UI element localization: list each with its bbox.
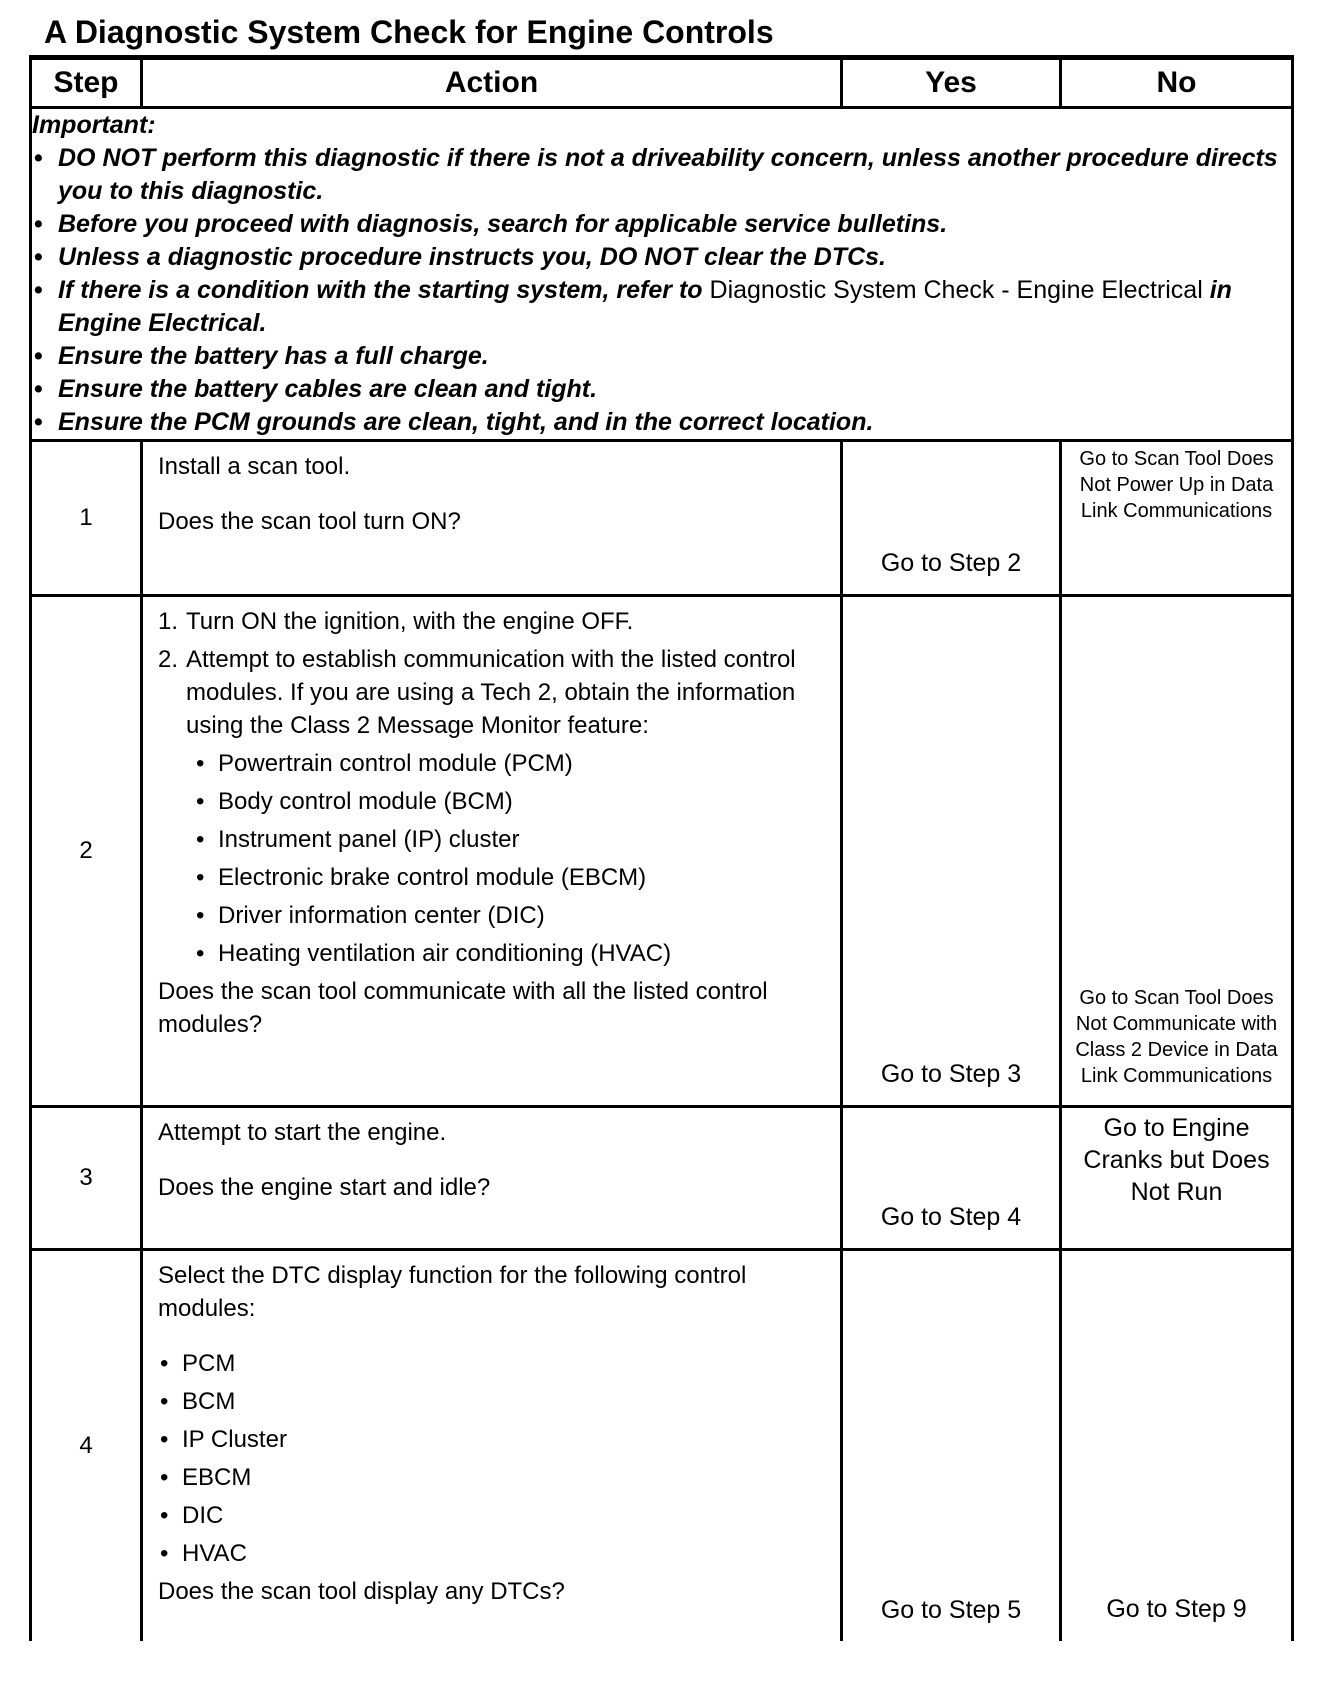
step-action (142, 441, 842, 596)
step-number: 2 (31, 596, 142, 1107)
step-action (142, 1250, 842, 1642)
important-item-text: If there is a condition with the starting system, refer to (58, 276, 703, 304)
important-label: Important: (32, 111, 156, 139)
step-yes: Go to Step 4 (842, 1107, 1061, 1250)
module-item: • IP Cluster (158, 1423, 828, 1456)
column-header-action: Action (142, 58, 842, 108)
step-number: 3 (31, 1107, 142, 1250)
action-question: Does the scan tool turn ON? (158, 508, 461, 535)
important-item: • Ensure the battery cables are clean and tight. (32, 373, 1291, 406)
table-header-row (31, 58, 1293, 108)
column-header-yes: Yes (842, 58, 1061, 108)
action-question: Does the engine start and idle? (158, 1174, 491, 1201)
table-row (31, 596, 1293, 1107)
important-list (32, 142, 1291, 439)
page-title: A Diagnostic System Check for Engine Controls (44, 14, 774, 50)
procedure-text: Attempt to establish communication with the listed control modules. If you are using a Tech 2, obtain the information using the Class 2 Message Monitor feature: (186, 646, 796, 739)
module-list (186, 747, 828, 970)
step-yes: Go to Step 2 (842, 441, 1061, 596)
column-header-no: No (1061, 58, 1293, 108)
procedure-list (158, 605, 828, 970)
module-item: • PCM (158, 1347, 828, 1380)
table-row (31, 1250, 1293, 1642)
step-number: 4 (31, 1250, 142, 1642)
step-action (142, 596, 842, 1107)
important-item: • Unless a diagnostic procedure instructs you, DO NOT clear the DTCs. (32, 241, 1291, 274)
module-item: • BCM (158, 1385, 828, 1418)
action-question: Does the scan tool communicate with all the listed control modules? (158, 978, 768, 1038)
column-header-step: Step (31, 58, 142, 108)
module-item: • DIC (158, 1499, 828, 1532)
procedure-item: 2. Attempt to establish communication with the listed control modules. If you are using a Tech 2, obtain the information using the Class 2 Message Monitor feature: • Powertrain control module (PCM) • Body control module (BCM) • Instrument panel (IP) cluster • Electronic brake control module (EBCM) • Driver information center (DIC) • Heating ventilation air conditioning (HVAC) (158, 643, 828, 970)
table-row (31, 441, 1293, 596)
important-item-text: in Engine Electrical. (58, 276, 1232, 337)
action-text: Select the DTC display function for the following control modules: (158, 1262, 747, 1322)
important-notes (31, 108, 1293, 441)
module-item: • Electronic brake control module (EBCM) (186, 861, 828, 894)
important-item: • DO NOT perform this diagnostic if there is not a driveability concern, unless another procedure directs you to this diagnostic. (32, 142, 1291, 208)
diagnostic-table (29, 55, 1294, 1641)
table-row (31, 1107, 1293, 1250)
procedure-item: 1. Turn ON the ignition, with the engine OFF. (158, 608, 634, 635)
step-no: Go to Scan Tool Does Not Communicate with Class 2 Device in Data Link Communications (1061, 596, 1293, 1107)
module-item: • Body control module (BCM) (186, 785, 828, 818)
important-item: • Before you proceed with diagnosis, search for applicable service bulletins. (32, 208, 1291, 241)
procedure-text: Turn ON the ignition, with the engine OFF. (186, 608, 634, 635)
action-text: Attempt to start the engine. (158, 1119, 447, 1146)
module-item: • EBCM (158, 1461, 828, 1494)
module-list (158, 1347, 828, 1570)
action-text: Install a scan tool. (158, 453, 351, 480)
module-item: • Driver information center (DIC) (186, 899, 828, 932)
step-action (142, 1107, 842, 1250)
step-yes: Go to Step 5 (842, 1250, 1061, 1642)
module-item: • Powertrain control module (PCM) (186, 747, 828, 780)
module-item: • Instrument panel (IP) cluster (186, 823, 828, 856)
important-row (31, 108, 1293, 441)
module-item: • Heating ventilation air conditioning (HVAC) (186, 937, 828, 970)
step-no: Go to Step 9 (1061, 1250, 1293, 1642)
engine-electrical-reference: Diagnostic System Check - Engine Electrical (709, 276, 1203, 304)
module-item: • HVAC (158, 1537, 828, 1570)
step-number: 1 (31, 441, 142, 596)
step-yes: Go to Step 3 (842, 596, 1061, 1107)
step-no: Go to Scan Tool Does Not Power Up in Data Link Communications (1061, 441, 1293, 596)
important-item: • Ensure the battery has a full charge. (32, 340, 1291, 373)
important-item: • Ensure the PCM grounds are clean, tight, and in the correct location. (32, 406, 1291, 439)
action-question: Does the scan tool display any DTCs? (158, 1578, 565, 1605)
important-item (32, 274, 1291, 340)
step-no: Go to Engine Cranks but Does Not Run (1061, 1107, 1293, 1250)
